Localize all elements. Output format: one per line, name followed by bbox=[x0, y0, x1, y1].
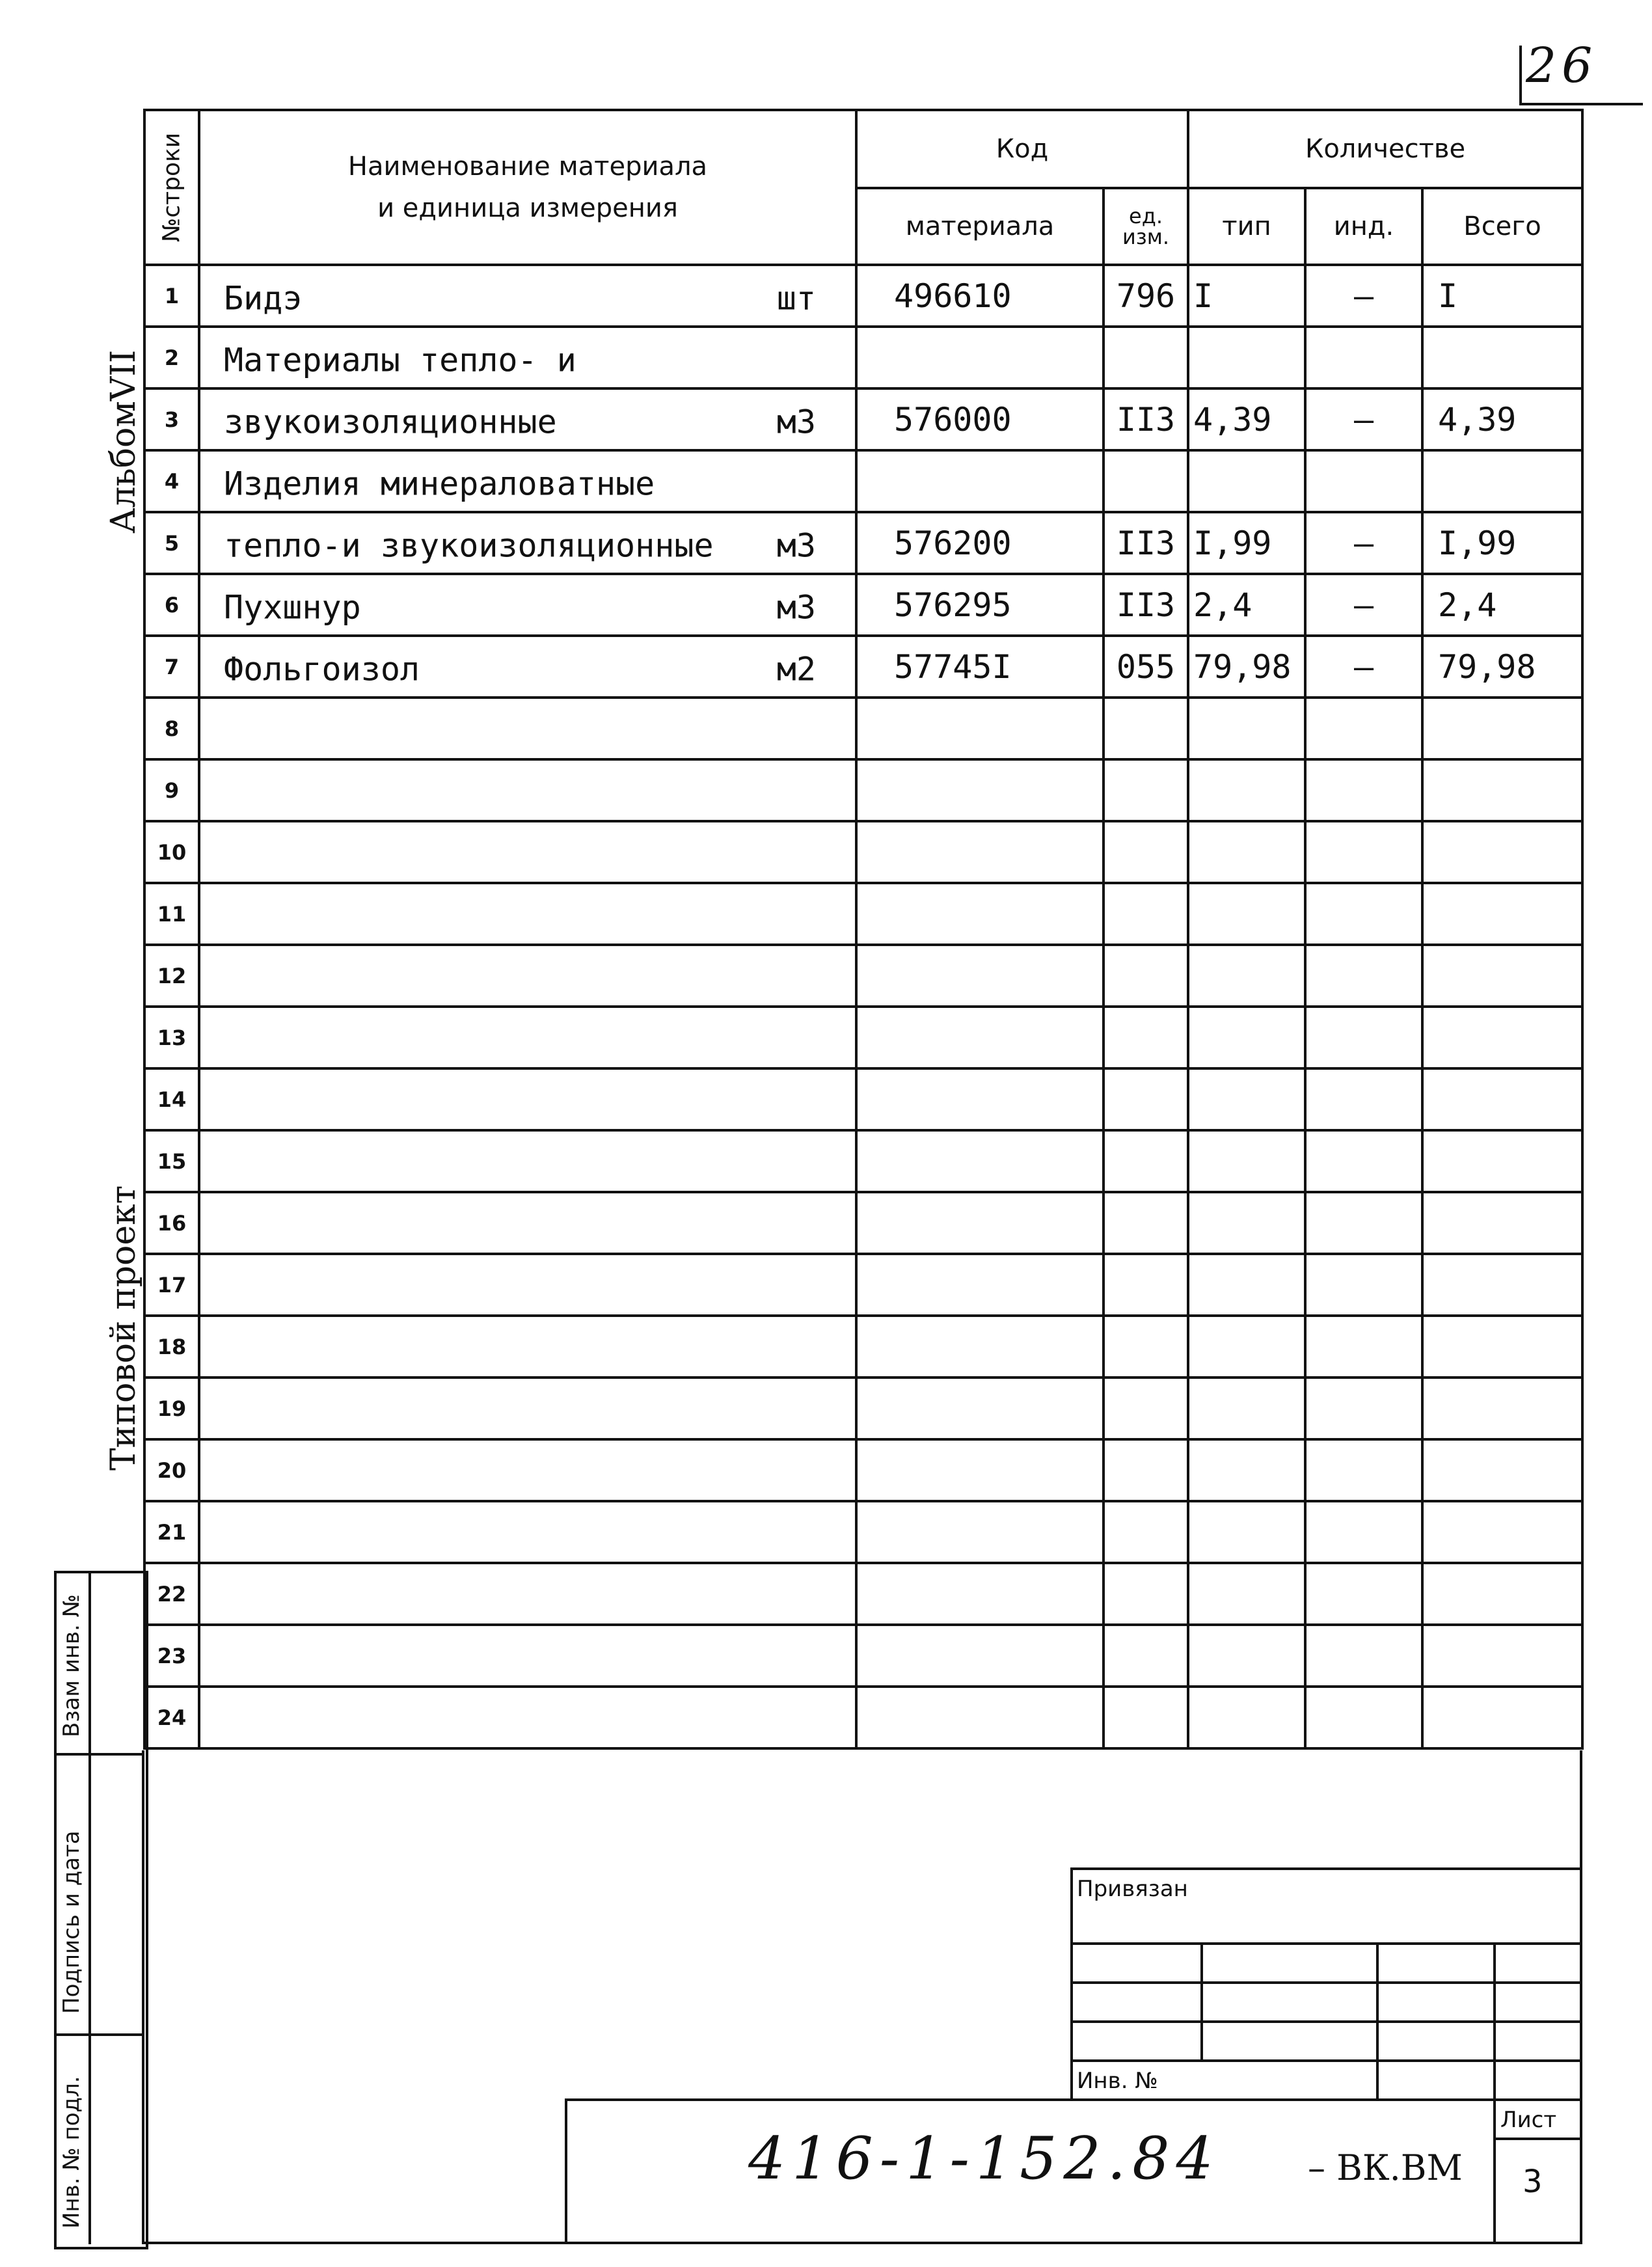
table-row bbox=[144, 265, 1582, 327]
total-qty-cell bbox=[1422, 883, 1582, 945]
unit-code-cell bbox=[1104, 883, 1188, 945]
unit-code-cell bbox=[1104, 1007, 1188, 1068]
inv-orig-label: Инв. № подл. bbox=[59, 2076, 85, 2229]
typ-qty-cell bbox=[1188, 1316, 1305, 1378]
unit-code-cell bbox=[1104, 1501, 1188, 1563]
material-name-cell bbox=[199, 1625, 856, 1687]
material-code-cell bbox=[856, 759, 1104, 821]
typ-qty-cell bbox=[1188, 1192, 1305, 1254]
table-row bbox=[144, 574, 1582, 636]
ind-qty-cell bbox=[1305, 1563, 1422, 1625]
typ-qty-cell bbox=[1188, 1254, 1305, 1316]
total-qty-cell: 4,39 bbox=[1422, 388, 1582, 450]
material-name-cell bbox=[199, 1378, 856, 1439]
material-code-cell bbox=[856, 1625, 1104, 1687]
total-qty-cell bbox=[1422, 1316, 1582, 1378]
typ-qty-cell bbox=[1188, 1007, 1305, 1068]
material-code-cell: 576000 bbox=[856, 388, 1104, 450]
row-number-cell: 12 bbox=[144, 945, 199, 1007]
ind-qty-cell bbox=[1305, 821, 1422, 883]
unit-code-cell bbox=[1104, 1254, 1188, 1316]
ind-qty-cell bbox=[1305, 1316, 1422, 1378]
table-row bbox=[144, 945, 1582, 1007]
row-number-cell: 2 bbox=[144, 327, 199, 388]
total-qty-cell bbox=[1422, 945, 1582, 1007]
replaced-inv-label: Взам инв. № bbox=[59, 1594, 85, 1737]
tb-sheet-sep bbox=[1493, 2138, 1581, 2140]
ind-qty-cell bbox=[1305, 1439, 1422, 1501]
table-row bbox=[144, 512, 1582, 574]
ind-qty-cell: – bbox=[1305, 512, 1422, 574]
row-number-cell: 21 bbox=[144, 1501, 199, 1563]
typ-qty-cell bbox=[1188, 945, 1305, 1007]
document-code: 416-1-152.84 bbox=[748, 2124, 1220, 2193]
row-number-cell: 4 bbox=[144, 450, 199, 512]
frame-right-lower bbox=[1580, 1750, 1582, 2244]
total-qty-cell: 2,4 bbox=[1422, 574, 1582, 636]
unit-code-cell bbox=[1104, 1316, 1188, 1378]
typ-qty-cell bbox=[1188, 450, 1305, 512]
unit-code-cell bbox=[1104, 759, 1188, 821]
material-code-cell bbox=[856, 327, 1104, 388]
material-code-cell: 576295 bbox=[856, 574, 1104, 636]
material-name: Фольгоизол bbox=[224, 649, 420, 688]
material-code-cell bbox=[856, 1378, 1104, 1439]
page-number-underline bbox=[1519, 103, 1643, 105]
total-qty-cell bbox=[1422, 1378, 1582, 1439]
unit-code-cell: II3 bbox=[1104, 574, 1188, 636]
left-stamp-divider bbox=[88, 1571, 91, 2244]
table-row bbox=[144, 1254, 1582, 1316]
unit-code-cell bbox=[1104, 821, 1188, 883]
inv-no-label: Инв. № bbox=[1077, 2068, 1158, 2094]
ind-qty-cell bbox=[1305, 945, 1422, 1007]
material-code-cell bbox=[856, 1192, 1104, 1254]
name-header-line-2: и единица измерения bbox=[377, 193, 678, 223]
row-number-cell: 7 bbox=[144, 636, 199, 698]
total-qty-cell bbox=[1422, 759, 1582, 821]
material-name-cell bbox=[199, 265, 856, 327]
page-number-frame bbox=[1519, 46, 1522, 104]
typ-qty-cell: 2,4 bbox=[1188, 574, 1305, 636]
material-name-cell bbox=[199, 883, 856, 945]
typ-qty-cell bbox=[1188, 759, 1305, 821]
row-number-cell: 18 bbox=[144, 1316, 199, 1378]
material-name: звукоизоляционные bbox=[224, 402, 557, 441]
table-row bbox=[144, 1007, 1582, 1068]
typ-qty-cell bbox=[1188, 821, 1305, 883]
material-name: тепло-и звукоизоляционные bbox=[224, 526, 714, 564]
material-code-cell bbox=[856, 821, 1104, 883]
typ-qty-cell bbox=[1188, 1687, 1305, 1748]
unit-code-cell bbox=[1104, 1439, 1188, 1501]
total-qty-cell bbox=[1422, 1687, 1582, 1748]
total-qty-cell: I,99 bbox=[1422, 512, 1582, 574]
material-name-cell bbox=[199, 945, 856, 1007]
unit-code-cell: 055 bbox=[1104, 636, 1188, 698]
material-name-cell bbox=[199, 1068, 856, 1130]
material-code-cell bbox=[856, 1007, 1104, 1068]
total-qty-cell: 79,98 bbox=[1422, 636, 1582, 698]
total-qty-cell: I bbox=[1422, 265, 1582, 327]
table-row bbox=[144, 1687, 1582, 1748]
material-name-cell bbox=[199, 327, 856, 388]
table-row bbox=[144, 1192, 1582, 1254]
total-qty-cell bbox=[1422, 1254, 1582, 1316]
ind-qty-cell bbox=[1305, 1501, 1422, 1563]
sheet-number: 3 bbox=[1523, 2164, 1543, 2200]
material-name-cell bbox=[199, 388, 856, 450]
ind-qty-cell bbox=[1305, 883, 1422, 945]
frame-bottom bbox=[142, 2242, 1582, 2244]
typ-qty-cell: I bbox=[1188, 265, 1305, 327]
row-number-cell: 1 bbox=[144, 265, 199, 327]
typ-qty-cell bbox=[1188, 327, 1305, 388]
material-name-cell bbox=[199, 1316, 856, 1378]
row-number-cell: 16 bbox=[144, 1192, 199, 1254]
ind-header: инд. bbox=[1305, 188, 1422, 265]
sign-date-label: Подпись и дата bbox=[59, 1830, 85, 2014]
row-number-cell: 6 bbox=[144, 574, 199, 636]
ind-qty-cell: – bbox=[1305, 388, 1422, 450]
material-code-cell bbox=[856, 1563, 1104, 1625]
tb-sheet-left bbox=[1493, 2098, 1496, 2244]
table-row bbox=[144, 759, 1582, 821]
unit-code-cell bbox=[1104, 1563, 1188, 1625]
unit-code-cell bbox=[1104, 1687, 1188, 1748]
material-code-cell bbox=[856, 1316, 1104, 1378]
attached-label: Привязан bbox=[1077, 1876, 1188, 1902]
table-row bbox=[144, 1563, 1582, 1625]
code-header: Код bbox=[856, 110, 1188, 188]
name-header-line-1: Наименование материала bbox=[347, 152, 708, 182]
material-name-cell bbox=[199, 574, 856, 636]
row-number-cell: 13 bbox=[144, 1007, 199, 1068]
material-name-cell bbox=[199, 636, 856, 698]
material-code-cell bbox=[856, 450, 1104, 512]
ind-qty-cell bbox=[1305, 759, 1422, 821]
unit-code-cell: II3 bbox=[1104, 388, 1188, 450]
typ-qty-cell bbox=[1188, 883, 1305, 945]
ind-qty-cell bbox=[1305, 1130, 1422, 1192]
table-row bbox=[144, 1068, 1582, 1130]
row-number-cell: 14 bbox=[144, 1068, 199, 1130]
measure-unit: м2 bbox=[776, 649, 816, 688]
material-code-cell bbox=[856, 945, 1104, 1007]
row-number-cell: 17 bbox=[144, 1254, 199, 1316]
table-row bbox=[144, 1316, 1582, 1378]
unit-code-cell bbox=[1104, 1192, 1188, 1254]
material-code-cell bbox=[856, 1130, 1104, 1192]
table-row bbox=[144, 1439, 1582, 1501]
ind-qty-cell bbox=[1305, 1625, 1422, 1687]
total-qty-cell bbox=[1422, 1625, 1582, 1687]
material-name: Пухшнур bbox=[224, 588, 361, 626]
material-name: Изделия минераловатные bbox=[224, 464, 655, 502]
unit-code-cell bbox=[1104, 450, 1188, 512]
ind-qty-cell bbox=[1305, 1378, 1422, 1439]
album-label: АльбомVII bbox=[104, 349, 143, 534]
ind-qty-cell: – bbox=[1305, 574, 1422, 636]
tb-col-1 bbox=[1200, 1942, 1203, 2059]
unit-code-cell bbox=[1104, 1130, 1188, 1192]
row-number-cell: 10 bbox=[144, 821, 199, 883]
left-stamp-sep-2 bbox=[54, 2033, 143, 2036]
row-number-cell: 8 bbox=[144, 698, 199, 759]
row-number-cell: 3 bbox=[144, 388, 199, 450]
typ-qty-cell bbox=[1188, 698, 1305, 759]
ind-qty-cell bbox=[1305, 1254, 1422, 1316]
quantity-header: Количестве bbox=[1188, 110, 1582, 188]
total-qty-cell bbox=[1422, 1007, 1582, 1068]
typ-qty-cell: I,99 bbox=[1188, 512, 1305, 574]
materials-table bbox=[143, 109, 1584, 1750]
table-row bbox=[144, 698, 1582, 759]
tb-doc-top bbox=[565, 2098, 1581, 2101]
table-row bbox=[144, 1501, 1582, 1563]
measure-unit: шт bbox=[776, 278, 816, 317]
typ-qty-cell bbox=[1188, 1625, 1305, 1687]
material-name-cell bbox=[199, 759, 856, 821]
material-name-cell bbox=[199, 1439, 856, 1501]
material-code-cell bbox=[856, 698, 1104, 759]
table-row bbox=[144, 883, 1582, 945]
typ-qty-cell bbox=[1188, 1378, 1305, 1439]
total-qty-cell bbox=[1422, 1563, 1582, 1625]
document-suffix: – ВК.ВМ bbox=[1308, 2147, 1463, 2188]
typ-qty-cell bbox=[1188, 1130, 1305, 1192]
total-qty-cell bbox=[1422, 1192, 1582, 1254]
ind-qty-cell: – bbox=[1305, 636, 1422, 698]
tb-col-2 bbox=[1376, 1942, 1379, 2098]
tb-doc-left bbox=[565, 2098, 567, 2244]
material-name-cell bbox=[199, 1007, 856, 1068]
tb-line-2 bbox=[1070, 1981, 1581, 1984]
row-number-cell: 15 bbox=[144, 1130, 199, 1192]
total-qty-cell bbox=[1422, 1439, 1582, 1501]
tb-col-3 bbox=[1493, 1942, 1496, 2098]
row-number-cell: 11 bbox=[144, 883, 199, 945]
material-code-cell bbox=[856, 1439, 1104, 1501]
material-code-cell bbox=[856, 883, 1104, 945]
typ-qty-cell bbox=[1188, 1563, 1305, 1625]
measure-unit: м3 bbox=[776, 588, 816, 626]
total-qty-cell bbox=[1422, 821, 1582, 883]
material-name-cell bbox=[199, 1192, 856, 1254]
material-name-cell bbox=[199, 1501, 856, 1563]
table-row bbox=[144, 1130, 1582, 1192]
table-row bbox=[144, 388, 1582, 450]
unit-code-cell bbox=[1104, 1068, 1188, 1130]
material-code-cell bbox=[856, 1254, 1104, 1316]
table-row bbox=[144, 1625, 1582, 1687]
total-qty-cell bbox=[1422, 698, 1582, 759]
material-code-header: материала bbox=[856, 188, 1104, 265]
table-body bbox=[144, 265, 1582, 1748]
total-qty-cell bbox=[1422, 450, 1582, 512]
ind-qty-cell: – bbox=[1305, 265, 1422, 327]
typ-qty-cell: 79,98 bbox=[1188, 636, 1305, 698]
tb-line-3 bbox=[1070, 2020, 1581, 2023]
material-name: Материалы тепло- и bbox=[224, 340, 576, 379]
material-code-cell: 576200 bbox=[856, 512, 1104, 574]
typ-qty-cell bbox=[1188, 1068, 1305, 1130]
unit-code-cell bbox=[1104, 698, 1188, 759]
ind-qty-cell bbox=[1305, 1687, 1422, 1748]
tb-line-1 bbox=[1070, 1942, 1581, 1945]
total-qty-cell bbox=[1422, 1501, 1582, 1563]
sheet-label: Лист bbox=[1500, 2107, 1557, 2133]
row-number-cell: 22 bbox=[144, 1563, 199, 1625]
material-name: Бидэ bbox=[224, 278, 303, 317]
row-number-cell: 9 bbox=[144, 759, 199, 821]
ind-qty-cell bbox=[1305, 1068, 1422, 1130]
table-row bbox=[144, 821, 1582, 883]
measure-unit: м3 bbox=[776, 526, 816, 564]
table-row bbox=[144, 327, 1582, 388]
material-code-cell: 57745I bbox=[856, 636, 1104, 698]
typ-qty-cell bbox=[1188, 1439, 1305, 1501]
total-qty-cell bbox=[1422, 327, 1582, 388]
typ-header: тип bbox=[1188, 188, 1305, 265]
table-row bbox=[144, 636, 1582, 698]
row-number-cell: 19 bbox=[144, 1378, 199, 1439]
row-number-cell: 23 bbox=[144, 1625, 199, 1687]
total-qty-cell bbox=[1422, 1068, 1582, 1130]
material-name-cell bbox=[199, 450, 856, 512]
total-header: Всего bbox=[1422, 188, 1582, 265]
row-number-cell: 24 bbox=[144, 1687, 199, 1748]
material-code-cell bbox=[856, 1687, 1104, 1748]
material-name-cell bbox=[199, 1130, 856, 1192]
table-row bbox=[144, 1378, 1582, 1439]
unit-code-cell bbox=[1104, 327, 1188, 388]
table-header-row-1 bbox=[144, 110, 1582, 188]
material-name-cell bbox=[199, 698, 856, 759]
left-stamp-sep-1 bbox=[54, 1753, 143, 1756]
ind-qty-cell bbox=[1305, 1192, 1422, 1254]
unit-code-cell bbox=[1104, 1625, 1188, 1687]
unit-code-cell: II3 bbox=[1104, 512, 1188, 574]
typ-qty-cell: 4,39 bbox=[1188, 388, 1305, 450]
unit-code-cell bbox=[1104, 1378, 1188, 1439]
material-code-cell bbox=[856, 1501, 1104, 1563]
tb-line-4 bbox=[1070, 2059, 1581, 2062]
material-name-cell bbox=[199, 821, 856, 883]
typ-qty-cell bbox=[1188, 1501, 1305, 1563]
unit-code-cell bbox=[1104, 945, 1188, 1007]
ind-qty-cell bbox=[1305, 327, 1422, 388]
row-number-cell: 5 bbox=[144, 512, 199, 574]
material-code-cell: 496610 bbox=[856, 265, 1104, 327]
tb-top bbox=[1070, 1867, 1581, 1870]
unit-code-header: ед. изм. bbox=[1104, 188, 1188, 265]
material-name-cell bbox=[199, 1563, 856, 1625]
ind-qty-cell bbox=[1305, 698, 1422, 759]
row-number-cell: 20 bbox=[144, 1439, 199, 1501]
frame-left-lower bbox=[142, 1750, 144, 2244]
row-number-header: №строки bbox=[144, 110, 199, 265]
project-label: Типовой проект bbox=[104, 1185, 143, 1471]
ind-qty-cell bbox=[1305, 1007, 1422, 1068]
page-number: 26 bbox=[1526, 38, 1598, 94]
measure-unit: м3 bbox=[776, 402, 816, 441]
ind-qty-cell bbox=[1305, 450, 1422, 512]
name-header bbox=[199, 110, 856, 265]
total-qty-cell bbox=[1422, 1130, 1582, 1192]
table-row bbox=[144, 450, 1582, 512]
material-name-cell bbox=[199, 1687, 856, 1748]
material-code-cell bbox=[856, 1068, 1104, 1130]
unit-code-cell: 796 bbox=[1104, 265, 1188, 327]
material-name-cell bbox=[199, 512, 856, 574]
material-name-cell bbox=[199, 1254, 856, 1316]
